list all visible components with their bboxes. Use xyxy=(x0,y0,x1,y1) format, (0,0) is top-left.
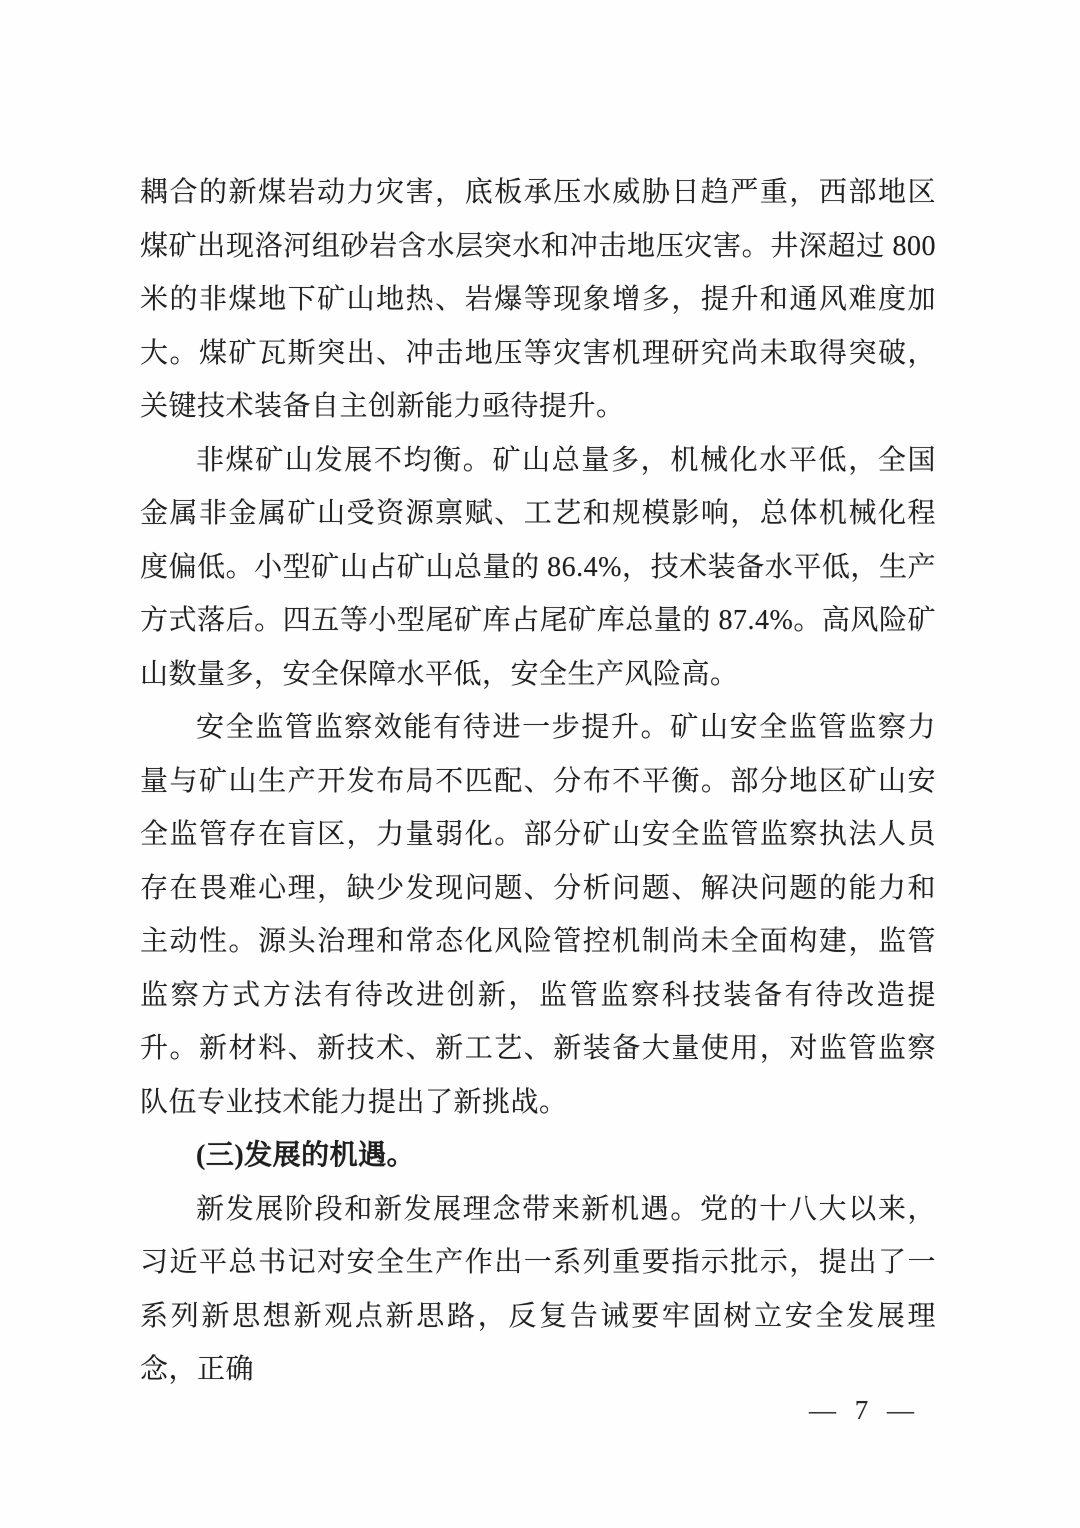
paragraph-non-coal-mines: 非煤矿山发展不均衡。矿山总量多，机械化水平低，全国金属非金属矿山受资源禀赋、工艺和规模影响，总体机械化程度偏低。小型矿山占矿山总量的 86.4%，技术装备水平低，生产方式落后。四五等小型尾矿库占尾矿库总量的 87.4%。高风险矿山数量多，安全保障水平低，安全生产风险高。 xyxy=(140,444,936,690)
paragraph-supervision-effectiveness: 安全监管监察效能有待进一步提升。矿山安全监管监察力量与矿山生产开发布局不匹配、分布不平衡。部分地区矿山安全监管存在盲区，力量弱化。部分矿山安全监管监察执法人员存在畏难心理，缺少发现问题、分析问题、解决问题的能力和主动性。源头治理和常态化风险管控机制尚未全面构建，监管监察方式方法有待改进创新，监管监察科技装备有待改造提升。新材料、新技术、新工艺、新装备大量使用，对监管监察队伍专业技术能力提出了新挑战。 xyxy=(140,712,936,1118)
section-heading-development-opportunities: (三)发展的机遇。 xyxy=(196,1140,416,1171)
page-footer xyxy=(758,1350,920,1470)
page-number: — 7 — xyxy=(809,1395,920,1425)
document-body xyxy=(140,166,936,1397)
paragraph-continuation: 耦合的新煤岩动力灾害，底板承压水威胁日趋严重，西部地区煤矿出现洛河组砂岩含水层突水和冲击地压灾害。井深超过 800 米的非煤地下矿山地热、岩爆等现象增多，提升和通风难度加大。煤矿瓦斯突出、冲击地压等灾害机理研究尚未取得突破，关键技术装备自主创新能力亟待提升。 xyxy=(140,177,936,422)
paragraph-new-development-stage: 新发展阶段和新发展理念带来新机遇。党的十八大以来，习近平总书记对安全生产作出一系列重要指示批示，提出了一系列新思想新观点新思路，反复告诫要牢固树立安全发展理念，正确 xyxy=(140,1193,936,1385)
